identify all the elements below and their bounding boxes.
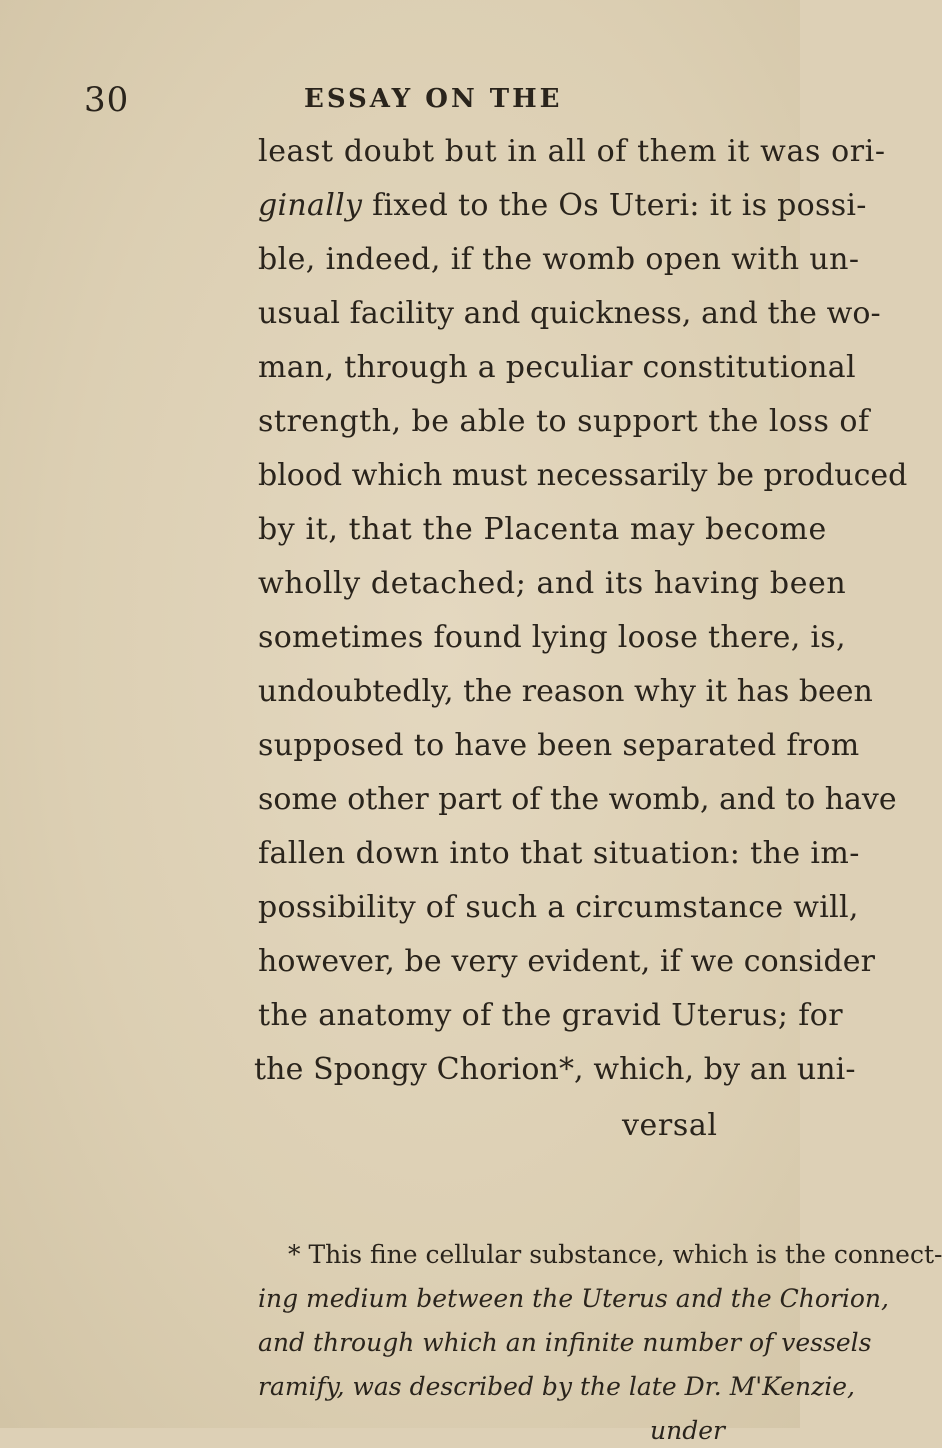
footnote-line: ramify, was described by the late Dr. M'Kenzie,	[258, 1372, 855, 1401]
page-number: 30	[84, 80, 130, 120]
text-line: ginally fixed to the Os Uteri: it is possi-	[258, 188, 867, 223]
text-line: some other part of the womb, and to have	[258, 782, 897, 817]
footnote-line: * This fine cellular substance, which is the connect-	[288, 1240, 942, 1269]
text-line: however, be very evident, if we consider	[258, 944, 876, 979]
running-head: ESSAY ON THE	[304, 84, 563, 114]
text-line: strength, be able to support the loss of	[258, 404, 870, 439]
text-line: by it, that the Placenta may become	[258, 512, 827, 547]
text-line: least doubt but in all of them it was ori-	[258, 134, 886, 169]
text-line: blood which must necessarily be produced	[258, 458, 908, 493]
text-line: man, through a peculiar constitutional	[258, 350, 856, 385]
text-line: sometimes found lying loose there, is,	[258, 620, 846, 655]
text-line: ble, indeed, if the womb open with un-	[258, 242, 860, 277]
text-line: usual facility and quickness, and the wo-	[258, 296, 881, 331]
footnote-catchword: under	[650, 1416, 725, 1445]
text-line: wholly detached; and its having been	[258, 566, 847, 601]
catchword: versal	[622, 1108, 718, 1143]
text-line: undoubtedly, the reason why it has been	[258, 674, 873, 709]
footnote-line: and through which an infinite number of vessels	[258, 1328, 872, 1357]
text-line: fallen down into that situation: the im-	[258, 836, 860, 871]
text-line: possibility of such a circumstance will,	[258, 890, 859, 925]
text-line: the Spongy Chorion*, which, by an uni-	[254, 1052, 856, 1087]
text-line: the anatomy of the gravid Uterus; for	[258, 998, 843, 1033]
page-header	[84, 80, 704, 130]
footnote-line: ing medium between the Uterus and the Chorion,	[258, 1284, 889, 1313]
text-line: supposed to have been separated from	[258, 728, 860, 763]
